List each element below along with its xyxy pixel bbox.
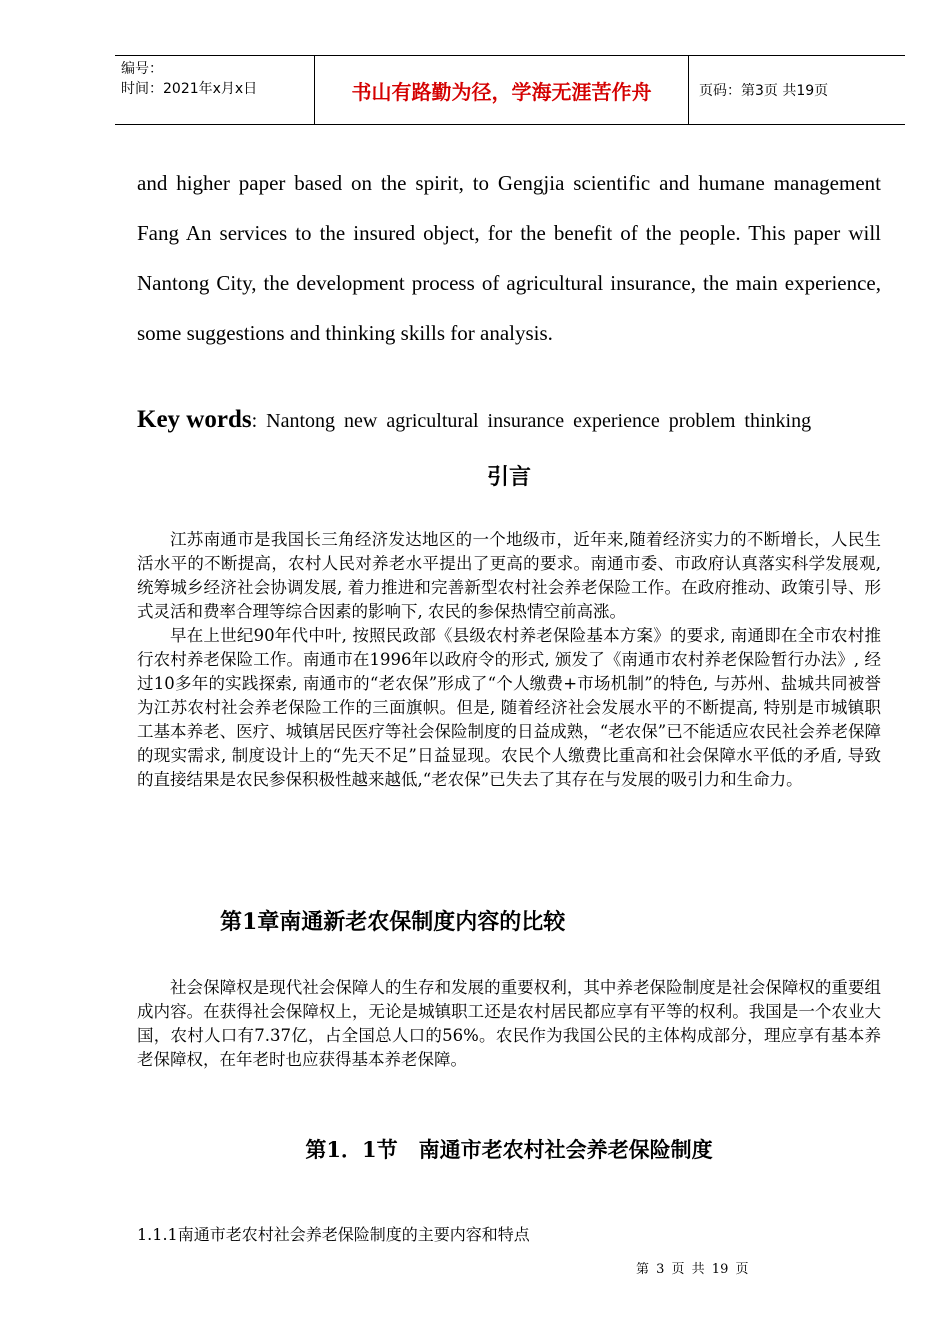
header-motto-cell [315,56,689,124]
keywords-label: Key words [137,406,252,433]
document-date-label: 时间：2021年x月x日 [121,81,258,97]
header-motto: 书山有路勤为径，学海无涯苦作舟 [351,79,652,104]
intro-paragraph-2: 早在上世纪90年代中叶, 按照民政部《县级农村养老保险基本方案》的要求, 南通即在全市农村推行农村养老保险工作。南通市在1996年以政府令的形式, 颁发了《南通市农村养老保险暂行办法》, 经过10多年的实践探索, 南通市的“老农保”形成了“个人缴费+市场机制”的特色, 与苏州、盐城共同被誉为江苏农村社会养老保险工作的三面旗帜。但是, 随着经济社会发展水平的不断提高, 特别是市城镇职工基本养老、医疗、城镇居民医疗等社会保险制度的日益成熟，“老农保”已不能适应农民社会养老保障的现实需求, 制度设计上的“先天不足”日益显现。农民个人缴费比重高和社会保障水平低的矛盾, 导致的直接结果是农民参保积极性越来越低,“老农保”已失去了其存在与发展的吸引力和生命力。 [137,626,881,789]
page-footer: 第 3 页 共 19 页 [636,1262,749,1277]
header-meta-cell [115,56,315,124]
keywords-list: : Nantong new agricultural insurance experience problem thinking [251,410,812,432]
intro-paragraph-1: 江苏南通市是我国长三角经济发达地区的一个地级市，近年来,随着经济实力的不断增长，人民生活水平的不断提高，农村人民对养老水平提出了更高的要求。南通市委、市政府认真落实科学发展观, 统筹城乡经济社会协调发展, 着力推进和完善新型农村社会养老保险工作。在政府推动、政策引导、形式灵活和费率合理等综合因素的影响下, 农民的参保热情空前高涨。 [137,530,881,621]
chapter-1-heading: 第1章南通新老农保制度内容的比较 [220,909,566,935]
section-1-1-heading: 第1．1节 南通市老农村社会养老保险制度 [305,1137,713,1162]
intro-body [137,528,881,792]
header-page-cell [689,56,905,124]
intro-heading: 引言 [486,464,531,490]
chapter-1-body [137,976,881,1072]
keywords-line [137,406,897,434]
header-page-number: 页码：第3页 共19页 [699,83,829,99]
subsection-1-1-1-heading: 1.1.1南通市老农村社会养老保险制度的主要内容和特点 [137,1225,530,1244]
document-number-label: 编号： [121,61,163,77]
chapter-1-paragraph-1: 社会保障权是现代社会保障人的生存和发展的重要权利，其中养老保险制度是社会保障权的重要组成内容。在获得社会保障权上，无论是城镇职工还是农村居民都应享有平等的权利。我国是一个农业大国，农村人口有7.37亿，占全国总人口的56%。农民作为我国公民的主体构成部分，理应享有基本养老保障权，在年老时也应获得基本养老保障。 [137,978,881,1069]
abstract-continued-paragraph: and higher paper based on the spirit, to Gengjia scientific and humane management Fang An services to the insured object, for the benefit of the people. This paper will Nantong City, the development process of agricultural insurance, the main experience, some suggestions and thinking skills for analysis. [137,171,881,345]
page-header [115,55,905,125]
